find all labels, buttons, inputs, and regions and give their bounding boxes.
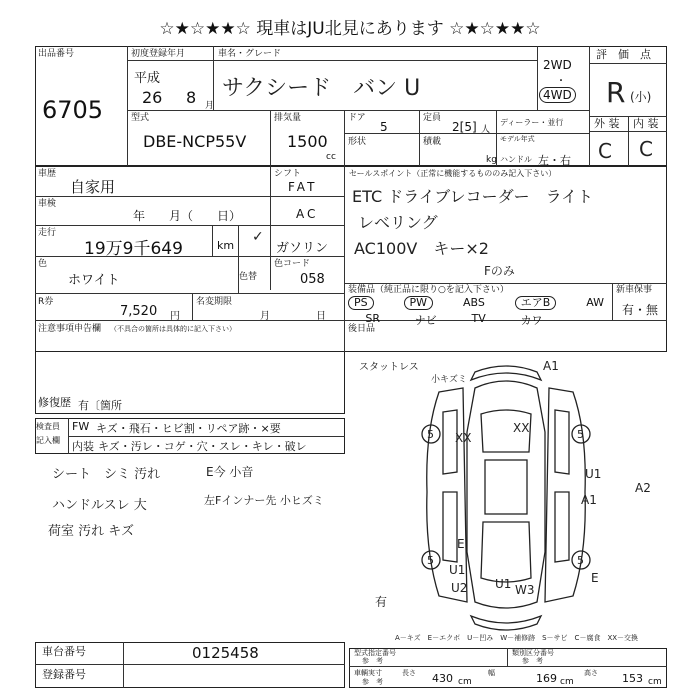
sales-note: Fのみ — [484, 264, 515, 278]
shift-label: シフト — [274, 169, 302, 179]
inspector-row-1: キズ・飛石・ヒビ割・リペア跡・×要 — [96, 422, 281, 435]
damage-legend: A－キズ E－エクボ U－凹み W－補修跡 S－サビ C－腐食 XX－交換 — [395, 634, 639, 642]
reg-year: 26 — [142, 88, 163, 107]
cm-3: cm — [648, 677, 662, 687]
notes-sub: （不具合の箇所は具体的に記入下さい） — [110, 325, 236, 333]
mileage-label: 走行 — [38, 228, 57, 238]
sheet-frame — [35, 46, 667, 166]
equip-abs: ABS — [462, 296, 485, 309]
color-code-label: 色コード — [274, 259, 311, 269]
ref-label-3: 参 考 — [362, 678, 383, 686]
mark-e-right: E — [591, 571, 599, 585]
equip-airbag: エアB — [515, 296, 557, 310]
sales-line-2: レベリング — [358, 213, 438, 232]
capacity-unit: 人 — [481, 125, 491, 135]
mark-xx-1: XX — [455, 431, 472, 445]
mark-u1-right: U1 — [585, 467, 602, 481]
score-note: (小) — [630, 90, 652, 104]
new-manual-label: 新車保事 — [616, 285, 653, 295]
model-code: DBE-NCP55V — [143, 132, 247, 151]
equip-leather: カワ — [520, 314, 543, 327]
height-label: 高さ — [584, 669, 598, 677]
repair-value: 有〔箇所 — [78, 399, 122, 412]
inspector-row-1-head: FW — [72, 420, 90, 433]
chassis-no-label: 車台番号 — [42, 645, 86, 658]
capacity: 2[5] — [452, 120, 477, 134]
handle-label: ハンドル — [500, 155, 532, 164]
header-banner: ☆★☆★★☆ 現車はJU北見にあります ☆★☆★★☆ — [159, 19, 541, 39]
mileage-check-icon: ✓ — [252, 229, 264, 245]
drive-4wd: 4WD — [539, 87, 576, 103]
kg-label: kg — [486, 155, 497, 165]
chassis-number: 0125458 — [192, 644, 259, 662]
exterior-label: 外 装 — [594, 117, 620, 130]
change-day-label: 日 — [316, 311, 326, 322]
history-label: 車歴 — [38, 169, 57, 179]
equipment-grid — [348, 296, 610, 328]
color-code: 058 — [300, 272, 325, 287]
equip-label: 装備品（純正品に限り○を記入下さい） — [348, 285, 509, 295]
model-name: サクシード バン U — [222, 76, 421, 101]
inspection-label: 車検 — [38, 199, 57, 209]
model-spec-label: 型式指定番号 — [354, 649, 396, 657]
model-grade-label: 車名・グレード — [218, 49, 282, 59]
mark-a1-top: A1 — [543, 359, 559, 373]
shift-value: FAT — [288, 180, 318, 194]
mark-u1-rear: U1 — [495, 577, 512, 591]
reg-no-label: 登録番号 — [42, 668, 86, 681]
cm-2: cm — [560, 677, 574, 687]
mark-tyre-rl: 5 — [427, 554, 434, 567]
inspection: 年 月（ 日） — [133, 209, 242, 223]
color: ホワイト — [68, 273, 120, 288]
sales-line-3: AC100V キー×2 — [354, 239, 489, 258]
recycle-unit: 円 — [170, 311, 180, 322]
vehicle-size-label: 車輌実寸 — [354, 669, 382, 677]
first-reg-label: 初度登録年月 — [131, 49, 186, 59]
mileage: 19万9千649 — [84, 239, 183, 259]
handle: 左・右 — [538, 154, 571, 167]
reg-month: 8 — [186, 88, 197, 107]
vehicle-length: 430 — [432, 672, 453, 685]
width-label: 幅 — [488, 669, 495, 677]
mark-u2: U2 — [451, 581, 468, 595]
recycle: 7,520 — [120, 304, 158, 319]
sales-line-1: ETC ドライブレコーダー ライト — [352, 187, 594, 206]
change-month-label: 月 — [260, 311, 270, 322]
equip-sr: SR — [365, 312, 381, 325]
equip-tv: TV — [471, 312, 486, 325]
inspector-note-3: 荷室 汚れ キズ — [48, 524, 135, 539]
cm-1: cm — [458, 677, 472, 687]
model-code-label: 型式 — [131, 113, 150, 123]
equip-ps: PS — [348, 296, 374, 310]
mark-yu: 有 — [375, 595, 388, 609]
mark-a2: A2 — [635, 481, 651, 495]
displacement: 1500 — [287, 132, 328, 151]
diagram-note-1: スタットレス — [359, 362, 419, 373]
doors-label: ドア — [348, 113, 366, 123]
vehicle-width: 169 — [536, 672, 557, 685]
inspector-note-r1: E今 小音 — [206, 465, 254, 479]
color-label: 色 — [38, 259, 48, 269]
load-label: 積載 — [423, 137, 442, 147]
mark-tyre-rr: 5 — [577, 554, 584, 567]
lot-number: 6705 — [42, 96, 104, 124]
mark-xx-2: XX — [513, 421, 530, 435]
length-label: 長さ — [402, 669, 416, 677]
new-manual-value: 有・無 — [622, 303, 659, 317]
capacity-label: 定員 — [423, 113, 442, 123]
month-label: 月 — [205, 101, 215, 111]
dealer-label: ディーラー・並行 — [500, 118, 564, 127]
inspector-row-2: キズ・汚レ・コゲ・穴・スレ・キレ・破レ — [98, 440, 307, 453]
displacement-label: 排気量 — [274, 113, 302, 123]
lot-no-label: 出品番号 — [38, 49, 75, 59]
equip-pw: PW — [404, 296, 434, 310]
inspector-row-2-head: 内装 — [72, 440, 94, 453]
category-label: 類別区分番号 — [512, 649, 554, 657]
model-year-label: モデル年式 — [500, 135, 535, 143]
mileage-unit: km — [217, 239, 235, 252]
inspector-label: 検査員 — [36, 422, 60, 431]
mark-e-left: E — [457, 537, 465, 551]
notes-header: 注意事項申告欄 — [38, 324, 102, 334]
inspector-note-1: シート シミ 汚れ — [52, 467, 161, 482]
mileage-change-label: 名変期限 — [196, 297, 233, 307]
drive-2wd: 2WD — [543, 58, 572, 72]
ref-label-2: 参 考 — [522, 657, 543, 665]
equip-navi: ナビ — [414, 314, 437, 327]
size-frame — [349, 648, 667, 688]
exterior-grade: C — [598, 139, 612, 163]
car-damage-diagram — [345, 352, 667, 642]
shape-label: 形状 — [348, 137, 367, 147]
mark-a1-right: A1 — [581, 493, 597, 507]
score-label: 評 価 点 — [596, 48, 651, 61]
mark-u1-left: U1 — [449, 563, 466, 577]
repair-label: 修復歴 — [38, 396, 71, 409]
history: 自家用 — [70, 178, 116, 196]
mark-tyre-fr: 5 — [577, 428, 584, 441]
vehicle-height: 153 — [622, 672, 643, 685]
cc-label: cc — [326, 152, 336, 162]
rear-seat-label: 後日品 — [348, 324, 376, 334]
equip-aw: AW — [586, 296, 604, 309]
diagram-note-2: 小キズミ — [431, 375, 467, 385]
ac-value: AC — [296, 207, 319, 221]
inspector-note-2: ハンドルスレ 大 — [52, 498, 147, 513]
entry-label: 記入欄 — [36, 436, 60, 445]
mark-w3: W3 — [515, 583, 535, 597]
doors: 5 — [380, 120, 388, 134]
fuel-value: ガソリン — [276, 241, 329, 256]
mark-tyre-fl: 5 — [427, 428, 434, 441]
score-value: R — [606, 76, 626, 109]
inspector-note-r2: 左Fインナー先 小ヒズミ — [204, 494, 324, 507]
era: 平成 — [134, 71, 161, 86]
sales-point-label: セールスポイント（正常に機能するもののみ記入下さい） — [349, 169, 557, 178]
color-change-label: 色替 — [239, 272, 258, 282]
interior-grade: C — [639, 137, 653, 161]
interior-label: 内 装 — [633, 117, 659, 130]
ref-label-1: 参 考 — [362, 657, 383, 665]
recycle-label: R券 — [38, 297, 54, 307]
